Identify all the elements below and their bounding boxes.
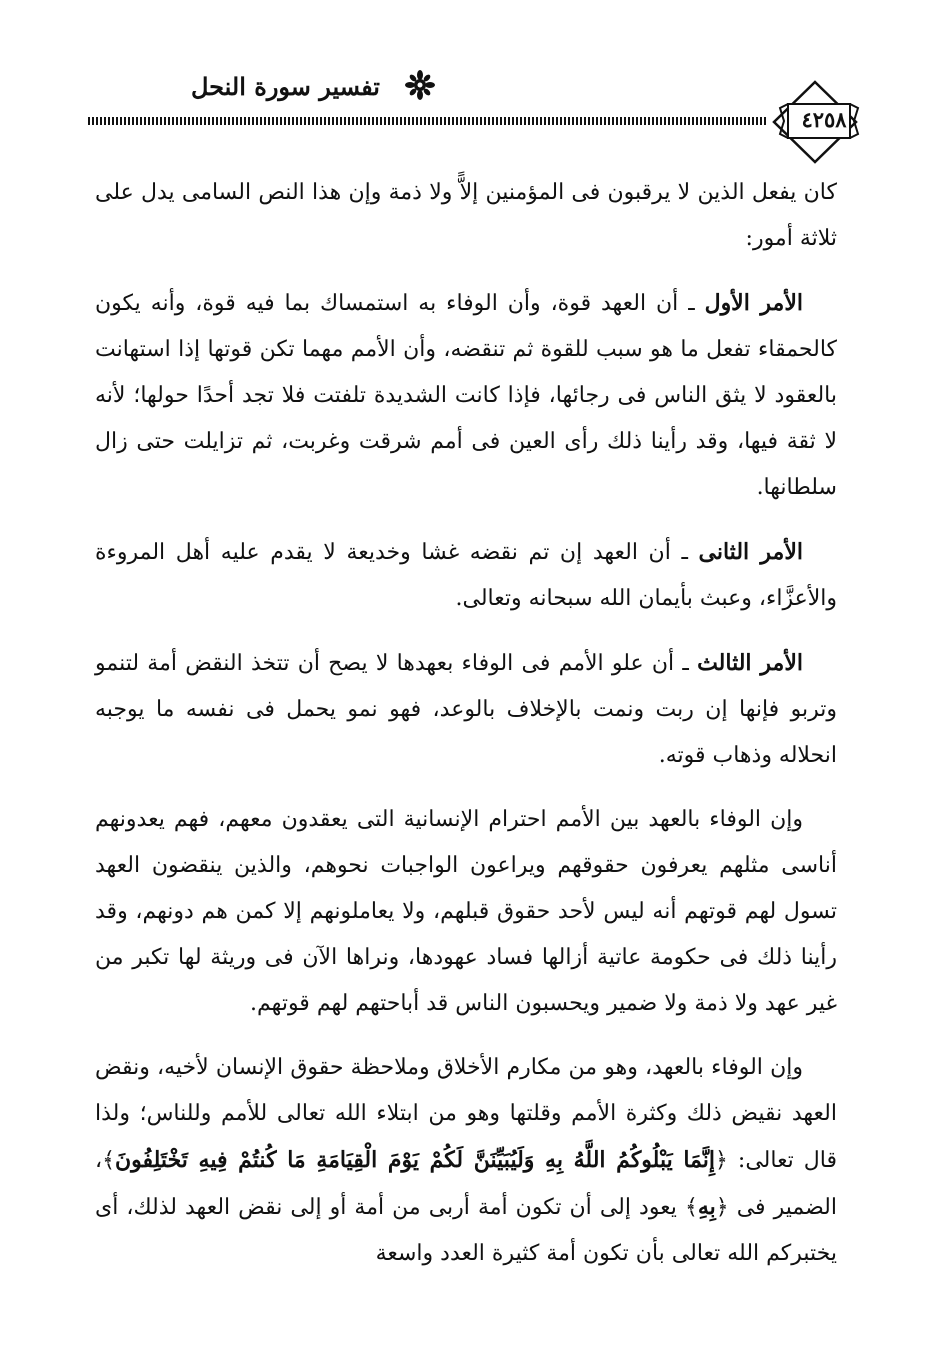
paragraph-text: ـ أن العهد إن تم نقضه غشا وخديعة لا يقدم عليه أهل المروءة والأعزَّاء، وعبث بأيمان الله سبحانه وتعالى. bbox=[95, 540, 837, 611]
paragraph-heading: الأمر الأول bbox=[704, 290, 804, 316]
verse-open-bracket: ﴿ bbox=[715, 1148, 728, 1173]
paragraph-text: ، الضمير فى bbox=[95, 1148, 838, 1220]
paragraph-heading: الأمر الثالث bbox=[697, 650, 803, 676]
paragraph-text: ـ أن علو الأمم فى الوفاء بعهدها لا يصح أن تتخذ النقض أمة لتنمو وتربو فإنها إن ربت ونمت بالإخلاف بالوعد، فهو نمو يحمل فى نفسه ما يوجبه انحلاله وذهاب قوته. bbox=[95, 651, 837, 768]
paragraph-4 bbox=[95, 640, 837, 779]
page-number: ٤٢٥٨ bbox=[801, 107, 847, 132]
paragraph-text: يعود إلى أن تكون أمة أربى من أمة أو إلى نقض العهد لذلك، أى يختبركم الله تعالى بأن تكون أمة كثيرة العدد واسعة bbox=[95, 1195, 837, 1266]
word-close-bracket: ﴾ bbox=[684, 1195, 698, 1220]
quoted-word: بِهِ bbox=[697, 1194, 716, 1220]
paragraph-text: وإن الوفاء بالعهد بين الأمم احترام الإنسانية التى يعقدون معهم، فهم يعدونهم أناسى مثلهم يعرفون حقوقهم ويراعون الواجبات نحوهم، والذين ينقضون العهد تسول لهم قوتهم أنه ليس لأحد حقوق قبلهم، ولا يعاملونهم إلا كمن هم دونهم، وقد رأينا ذلك فى حكومة عاتية أزالها فساد عهودها، ونراها الآن فى وريثة لها تكبر من غير عهد ولا ذمة ولا ضمير ويحسبون الناس قد أباحتهم لهم قوتهم. bbox=[95, 807, 837, 1016]
paragraph-6 bbox=[95, 1045, 837, 1277]
quran-verse: إِنَّمَا يَبْلُوكُمُ اللَّهُ بِهِ وَلَيُبَيِّنَنَّ لَكُمْ يَوْمَ الْقِيَامَةِ مَا كُنتُمْ فِيهِ تَخْتَلِفُونَ bbox=[115, 1147, 716, 1173]
header-rule bbox=[88, 117, 768, 125]
paragraph-1 bbox=[95, 170, 837, 262]
paragraph-text: ـ أن العهد قوة، وأن الوفاء به استمساك بما فيه قوة، وأنه يكون كالحمقاء تفعل ما هو سبب للقوة ثم تنقضه، وأن الأمم مهما تكن قوتها إذا استهانت بالعقود لا يثق الناس فى رجائها، فإذا كانت الشديدة تلفتت فلا تجد أحدًا حولها؛ لأنه لا ثقة فيها، وقد رأينا ذلك رأى العين فى أمم شرقت وغربت، ثم تزايلت حتى زال سلطانها. bbox=[95, 291, 837, 500]
flower-ornament-icon bbox=[405, 70, 435, 100]
paragraph-2 bbox=[95, 280, 837, 511]
page-header bbox=[80, 58, 860, 168]
page-body bbox=[95, 170, 837, 1295]
verse-close-bracket: ﴾ bbox=[102, 1148, 115, 1173]
paragraph-text: وإن الوفاء بالعهد، وهو من مكارم الأخلاق وملاحظة حقوق الإنسان لأخيه، ونقض العهد نقيض ذلك وكثرة الأمم وقلتها وهو من ابتلاء الله تعالى للأمم وللناس؛ ولذا قال تعالى: bbox=[95, 1055, 837, 1173]
paragraph-3 bbox=[95, 529, 837, 622]
running-title: تفسير سورة النحل bbox=[191, 72, 380, 101]
paragraph-5 bbox=[95, 797, 837, 1027]
paragraph-text: كان يفعل الذين لا يرقبون فى المؤمنين إلاًّ ولا ذمة وإن هذا النص السامى يدل على ثلاثة أمور: bbox=[95, 180, 837, 251]
paragraph-heading: الأمر الثانى bbox=[698, 539, 803, 565]
word-open-bracket: ﴿ bbox=[715, 1195, 729, 1220]
